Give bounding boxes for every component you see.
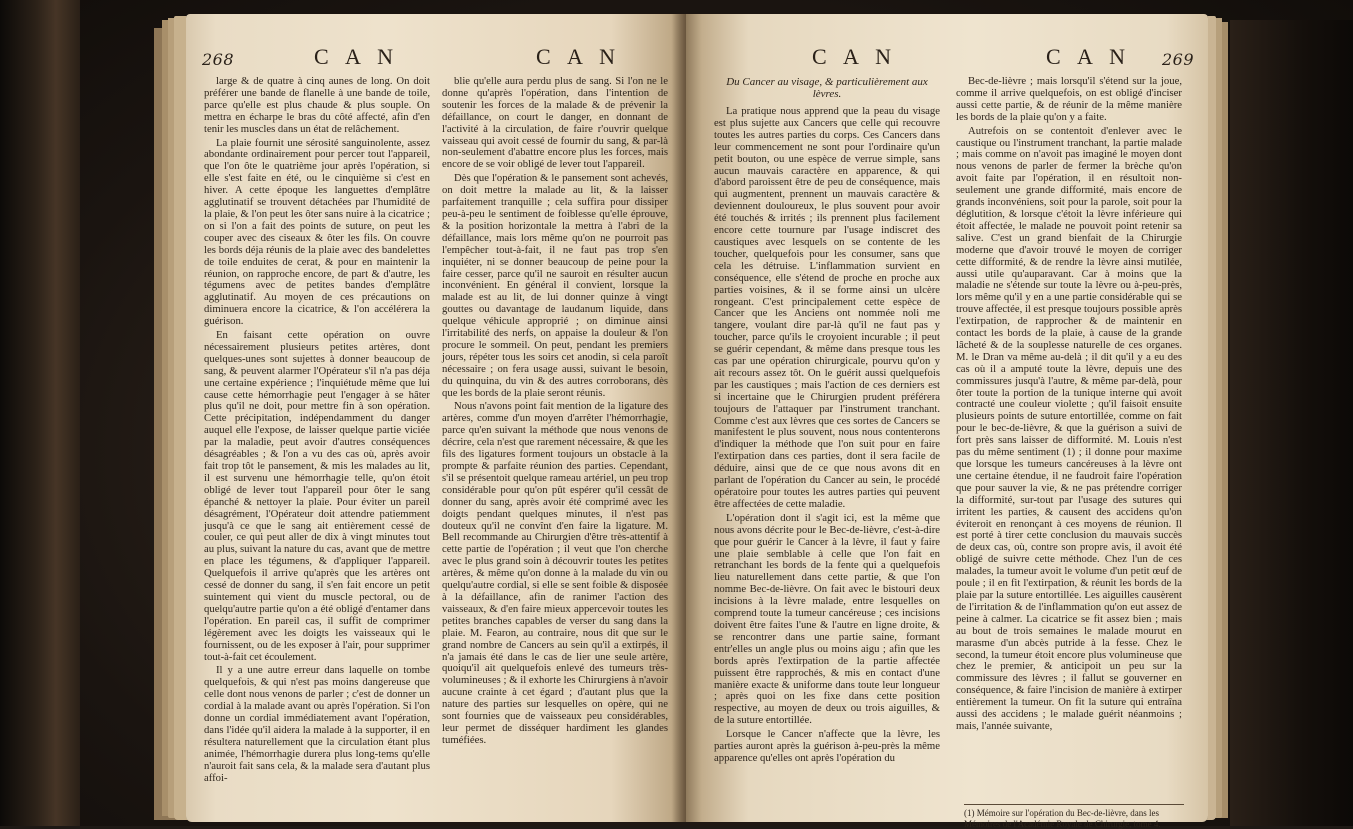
left-page [186,14,686,822]
paragraph: La plaie fournit une sérosité sanguinolente, assez abondante ordinairement pour percer tout l'appareil, que l'on ôte le quatrième jour après l'opération, si elle s'est faite en été, ou le cinquième si c'est en hiver. A cette époque les languettes d'emplâtre agglutinatif se trouvent détachées par l'humidité de la plaie, & l'on peut les ôter sans nuire à la cicatrice ; on si l'on a fait des points de suture, on peut les couper avec des ciseaux & ôter les fils. On couvre les bords déja réunis de la plaie avec des bandelettes de toile enduites de cerat, & pour en maintenir la réunion, on rapproche encore, de part & d'autre, les tégumens avec de petites bandes d'emplâtre agglutinatif. Au moyen de ces précautions on diminuera encore la cicatrice, & l'on accélérera la guérison. [204,136,430,328]
left-page-columns [186,76,686,822]
book-spine [0,0,80,826]
running-head: C A N [812,44,898,69]
left-page-header [186,44,686,76]
text-column-1 [204,76,430,786]
paragraph: En faisant cette opération on ouvre nécessairement plusieurs petites artères, dont quelques-unes sont sujettes à donner beaucoup de sang, & peuvent alarmer l'Opérateur s'il n'a pas déja une certaine expérience ; l'inquiétude même que lui cause cette hémorrhagie peut l'engager à se hâter plus qu'il ne doit, pour mettre fin à son opération. Cette précipitation, indépendamment du danger auquel elle l'expose, de laisser quelque partie viciée par la maladie, peut avoir d'autres conséquences désagréables ; & l'on a vu des cas où, après avoir fait trop tôt le pansement, & mis les malades au lit, il est survenu une hémorrhagie telle, qu'on étoit obligé de lever tout l'appareil pour ôter le sang épanché & nettoyer la plaie. Pour éviter un pareil désagrément, l'Opérateur doit attendre patiemment jusqu'à ce que le sang ait entièrement cessé de couler, ce qui peut aller de dix à vingt minutes tout au plus, suivant la nature du cas, avant que de mettre en place les tégumens, & d'appliquer l'appareil. Quelquefois il arrive qu'après que les artères ont cessé de donner du sang, il s'en fait encore un petit suintement qui vient du muscle pectoral, ou de quelqu'autre partie qu'on a été obligé d'entamer dans l'opération. En pareil cas, il suffit de comprimer légèrement avec les doigts les vaisseaux qui le fournissent, ou de les exposer à l'air, pour supprimer tout-à-fait cet écoulement. [204,329,430,663]
paragraph: large & de quatre à cinq aunes de long. On doit préférer une bande de flanelle à une bande de toile, parce qu'elle est plus chaude & plus souple. On mettra en écharpe le bras du côté affecté, afin d'en tenir les muscles dans un état de relâchement. [204,75,430,135]
right-page [686,14,1208,829]
paragraph: Nous n'avons point fait mention de la ligature des artères, comme d'un moyen d'arrêter l'hémorrhagie, parce qu'en suivant la méthode que nous venons de décrire, cela n'est que rarement nécessaire, & que les fils des ligatures forment toujours un obstacle à la prompte & parfaite réunion des parties. Cependant, s'il se présentoit quelque rameau artériel, un peu trop considérable pour qu'on pût espérer qu'il cessât de donner du sang, après avoir été comprimé avec les doigts pendant quelques minutes, il n'est pas douteux qu'il ne convînt d'en faire la ligature. M. Bell recommande au Chirurgien d'être très-attentif à cette partie de l'opération ; il veut que l'on cherche avec le plus grand soin à découvrir toutes les petites artères, & même qu'on donne à la malade du vin ou quelqu'autre cordial, si elle se sent foible & disposée à la défaillance, afin de ranimer l'action des vaisseaux, & d'en faire mieux appercevoir toutes les petites branches capables de verser du sang dans la plaie. M. Fearon, au contraire, nous dit que sur le grand nombre de Cancers au sein qu'il a extirpés, il n'a jamais été dans le cas de lier une seule artère, quoiqu'il ait quelquefois enlevé des tumeurs très-volumineuses ; & il exhorte les Chirurgiens à n'avoir aucune crainte à cet égard ; d'autant plus que la nature des parties sur lesquelles on opère, qui ne sont fournies que de vaisseaux peu considérables, leur permet de disséquer hardiment les glandes tuméfiées. [442,400,668,746]
paragraph: Dès que l'opération & le pansement sont achevés, on doit mettre la malade au lit, & la laisser parfaitement tranquille ; cela suffira pour dissiper peu-à-peu le sentiment de foiblesse qu'elle éprouve, & la position horizontale la mettra à l'abri de la défaillance, mais lors même qu'on ne pourroit pas l'empêcher tout-à-fait, il ne faut pas trop s'en inquiéter, ni se donner beaucoup de peine pour la faire cesser, parce qu'il ne sauroit en résulter aucun inconvénient. En général il convient, lorsque la malade est au lit, de lui donner quinze à vingt gouttes ou davantage de laudanum liquide, dans quelque véhicule approprié ; on diminue ainsi l'irritabilité des nerfs, on appaise la douleur & l'on procure le sommeil. On peut, pendant les premiers jours, répéter tous les soirs cet anodin, si cela paroît nécessaire ; on fera usage aussi, suivant le besoin, du quinquina, du vin & des autres corroborans, dès que les bords de la plaie seront réunis. [442,172,668,399]
running-head: C A N [1046,44,1132,69]
footnote: (1) Mémoire sur l'opération du Bec-de-lièvre, dans les Mémoires de l'Académie Royale de Chirurgie, tome 4. [964,804,1184,829]
paragraph: Bec-de-lièvre ; mais lorsqu'il s'étend sur la joue, comme il arrive quelquefois, on est obligé d'inciser aussi cette partie, & de réunir de la même manière les bords de la plaie qu'on y a faite. [956,75,1182,123]
section-title: Du Cancer au visage, & particulièrement aux lèvres. [726,76,928,100]
right-page-header [686,44,1208,76]
text-column-2 [956,76,1182,735]
paragraph: blie qu'elle aura perdu plus de sang. Si l'on ne le donne qu'après l'opération, dans l'intention de soutenir les forces de la malade & de prévenir la défaillance, on court le danger, en donnant de l'activité à la circulation, de faire r'ouvrir quelque vaisseau qui avoit cessé de fournir du sang, & par-là non-seulement d'abattre encore plus les forces, mais encore de se voir obligé de lever tout l'appareil. [442,75,668,171]
right-page-columns [686,75,1208,829]
book-fore-edge [1230,20,1353,826]
page-number: 268 [202,50,235,69]
paragraph: La pratique nous apprend que la peau du visage est plus sujette aux Cancers que celle qui recouvre toutes les autres parties du corps. Ces Cancers dans leur commencement ne sont pour l'ordinaire qu'un petit bouton, ou une espèce de verrue simple, sans aucun mauvais caractère en apparence, & qui d'abord paroissent être de peu de conséquence, mais qui augmentent, prennent un mauvais caractère & deviennent douloureux, le plus souvent pour avoir été touchés & irrités ; ils prennent plus facilement encore cette tournure par l'usage indiscret des caustiques avec lesquels on se contente de les toucher, quelquefois pour les consumer, sans que cela les détruise. L'inflammation survient en conséquence, elle s'étend de proche en proche aux parties voisines, & il se forme ainsi un ulcère rongeant. C'est principalement cette espèce de Cancer que les Anciens ont nommée noli me tangere, voulant dire par-là qu'il ne faut pas y toucher, parce qu'ils le croyoient incurable ; il peut se guérir cependant, & même dans presque tous les cas par une opération chirurgicale, pourvu qu'on y ait recours assez tôt. On le guérit aussi quelquefois par les caustiques ; mais l'action de ces derniers est si incertaine que le Chirurgien prudent préférera toujours de l'attaquer par l'instrument tranchant. Comme c'est aux lèvres que ces sortes de Cancers se manifestent le plus souvent, nous nous contenterons d'indiquer la méthode que l'on suit pour en faire l'extirpation dans ces parties, dont il sera facile de déduire, ainsi que de ce que nous avons dit en parlant de l'opération du Cancer au sein, le procédé opératoire pour toutes les autres parties qui peuvent être affectées de cette maladie. [714,105,940,510]
running-head: C A N [314,44,400,69]
text-column-1 [714,76,940,767]
paragraph: L'opération dont il s'agit ici, est la même que nous avons décrite pour le Bec-de-lièvre, c'est-à-dire que pour guérir le Cancer à la lèvre, il faut y faire une plaie semblable à celle que l'on fait en retranchant les bords de la fente qui a quelquefois lieu naturellement dans cette partie, & que l'on nomme Bec-de-lièvre. On fait avec le bistouri deux incisions à la lèvre malade, entre lesquelles on comprend toute la tumeur cancéreuse ; ces incisions doivent être faites l'une & l'autre en ligne droite, & se rencontrer dans une partie saine, formant entr'elles un angle plus ou moins aigu ; afin que les bords après l'extirpation de la partie affectée puissent être rapprochés, & mis en contact d'une manière exacte & uniforme dans toute leur longueur ; après quoi on les fixe dans cette position respective, au moyen de deux ou trois aiguilles, & de la suture entortillée. [714,511,940,727]
text-column-2 [442,76,668,749]
page-number: 269 [1162,50,1195,69]
paragraph: Lorsque le Cancer n'affecte que la lèvre, les parties auront après la guérison à-peu-près la même apparence qu'elles ont après l'opération du [714,728,940,764]
running-head: C A N [536,44,622,69]
paragraph: Autrefois on se contentoit d'enlever avec le caustique ou l'instrument tranchant, la partie malade ; mais comme on n'avoit pas imaginé le moyen dont nous venons de parler de fermer la brèche qu'on avoit faite par l'opération, il en résultoit non-seulement une grande difformité, mais encore de grands inconvéniens, soit pour la parole, soit pour la déglutition, & lorsque c'étoit la lèvre inférieure qui étoit affectée, le malade ne pouvoit point retenir sa salive. C'est un grand bienfait de la Chirurgie moderne que d'avoir trouvé le moyen de corriger cette difformité, & de rendre la lèvre ainsi mutilée, aussi utile qu'auparavant. Car à moins que la maladie ne s'étende sur toute la lèvre ou à-peu-près, lors même qu'il y en a une partie considérable qui se trouve affectée, il est presque toujours possible après l'extirpation, de rapprocher & de maintenir en contact les bords de la plaie, à cause de la grande lâcheté & de la souplesse naturelle de ces organes. M. le Dran va même au-delà ; il dit qu'il y a eu des cas où il a amputé toute la lèvre, depuis une des commissures jusqu'à l'autre, & même par-delà, pour ôter toute la portion de la tunique interne qui avoit contracté une couleur violette ; qu'il faisoit ensuite plusieurs points de suture entortillée, comme on fait pour le bec-de-lièvre, & que la guérison a suivi de fort près sans laisser de difformité. M. Louis n'est pas du même sentiment (1) ; il donne pour maxime que lorsque les tumeurs cancéreuses à la lèvre ont une certaine étendue, il ne faudroit faire l'opération que pour sauver la vie, & ne pas prétendre corriger la difformité, sur-tout par l'usage des sutures qui irritent les parties, & causent des accidens qu'on éviteroit en renonçant à ces moyens de réunion. Il est porté à tirer cette conclusion du mauvais succès de deux cas, où, contre son propre avis, il avoit été obligé de suivre cette méthode. Chez l'un de ces malades, la tumeur avoit le volume d'un petit œuf de poule ; il en fit l'extirpation, & réunit les bords de la plaie par la suture entortillée. Les aiguilles causèrent de l'irritation & de l'inflammation qu'on eut assez de peine à calmer. La cicatrice se fit assez bien ; mais au bout de trois semaines le malade mourut en marasme d'un abcès putride à la fesse. Chez le second, la tumeur étoit encore plus volumineuse que chez le premier, & anticipoit un peu sur la commissure des lèvres ; il fallut se gouverner en conséquence, & faire l'incision de manière à extirper entièrement la tumeur. On fit la suture qui entraîna aussi des accidens ; le malade guérit néanmoins ; mais, l'année suivante, [956,124,1182,732]
paragraph: Il y a une autre erreur dans laquelle on tombe quelquefois, & qui n'est pas moins dangereuse que celle dont nous venons de parler ; c'est de donner un cordial à la malade avant ou après l'opération. Si l'on donne un cordial immédiatement avant l'opération, dans l'idée qu'il aidera la malade à la supporter, il en résultera naturellement que la circulation étant plus animée, l'hémorrhagie durera plus long-tems qu'elle n'auroit fait sans cela, & la malade sera d'autant plus affoi- [204,664,430,784]
